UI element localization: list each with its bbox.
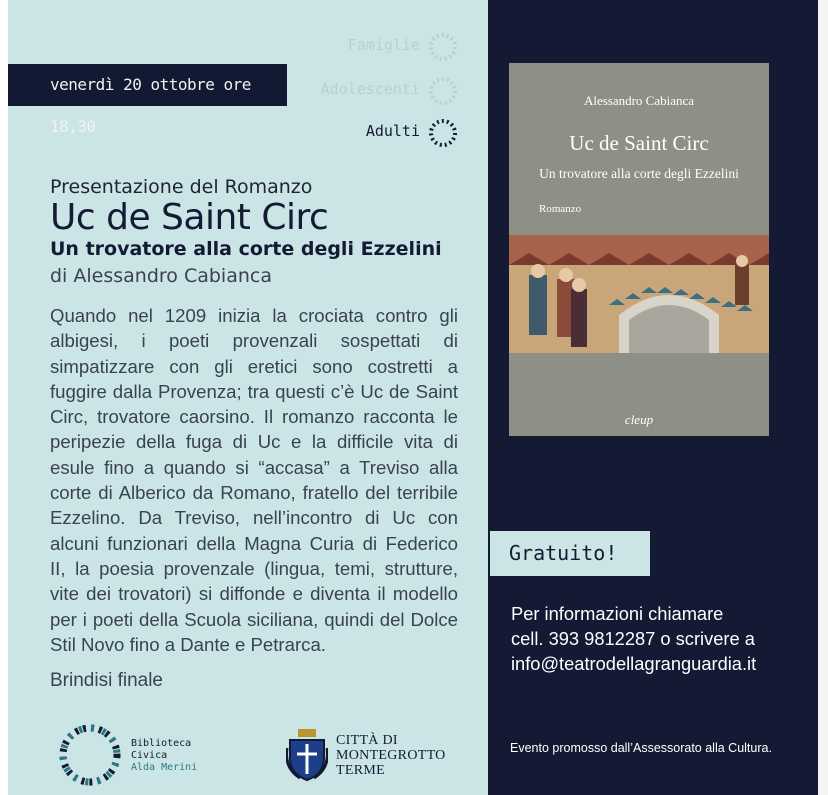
- book-author: Alessandro Cabianca: [583, 93, 695, 108]
- book-title: Uc de Saint Circ: [569, 131, 709, 155]
- library-logo-text: [131, 738, 197, 774]
- city-logo-text: [336, 733, 446, 778]
- book-subtitle: Un trovatore alla corte degli Ezzelini: [539, 166, 739, 181]
- city-crest-icon: [286, 728, 328, 782]
- audience-adolescenti: [300, 74, 460, 104]
- library-name-line: Alda Merini: [131, 762, 198, 773]
- promoter-note: Evento promosso dall’Assessorato alla Cultura.: [510, 741, 772, 755]
- novel-description: Quando nel 1209 inizia la crociata contro gli albigesi, i poeti provenzali sospettati di simpatizzare con gli eretici sono costretti a fuggire dalla Provenza; tra questi c’è Uc de Saint Circ, trovatore caorsino. Il romanzo racconta le peripezie della fuga di Uc e la difficile vita di esule fino a quando si “accasa” a Treviso alla corte di Alberico da Romano, fratello del terribile Ezzelino. Da Treviso, nell’incontro di Uc con alcuni funzionari della Magna Curia di Federico II, la poesia provenzale (lingua, temi, strutture, vite dei trovatori) si diffonde e diventa il modello per i poeti della Scuola siciliana, quindi del Dolce Stil Novo fino a Dante e Petrarca.: [50, 305, 458, 655]
- dotted-ring-icon: [426, 116, 460, 150]
- contact-info: [511, 601, 756, 676]
- novel-author: di Alessandro Cabianca: [50, 265, 272, 287]
- book-cover: [509, 63, 769, 436]
- audience-label: Famiglie: [347, 36, 420, 54]
- library-name-line: Biblioteca: [131, 738, 192, 749]
- free-entry-badge: Gratuito!: [490, 531, 650, 576]
- contact-email: info@teatrodellagranguardia.it: [511, 653, 757, 674]
- dotted-ring-icon: [426, 74, 460, 108]
- book-genre: Romanzo: [539, 203, 582, 215]
- novel-title: Uc de Saint Circ: [50, 197, 329, 238]
- page-edge: [818, 0, 828, 795]
- novel-subtitle: Un trovatore alla corte degli Ezzelini: [50, 238, 442, 260]
- audience-label: Adolescenti: [320, 80, 420, 98]
- dotted-ring-icon: [426, 30, 460, 64]
- library-logo-icon: [52, 718, 128, 790]
- presentation-heading: Presentazione del Romanzo: [50, 176, 313, 198]
- contact-line: Per informazioni chiamare: [511, 603, 724, 624]
- event-date-banner: venerdì 20 ottobre ore 18,30: [8, 64, 287, 106]
- book-publisher: cleup: [624, 412, 654, 427]
- audience-famiglie: [300, 30, 460, 60]
- city-name-line: CITTÀ DI: [336, 733, 398, 748]
- city-name-line: TERME: [336, 763, 385, 778]
- contact-line: cell. 393 9812287 o scrivere a: [511, 628, 755, 649]
- fresco-illustration: [509, 235, 769, 353]
- closing-note: Brindisi finale: [50, 670, 163, 691]
- library-name-line: Civica: [131, 750, 168, 761]
- city-name-line: MONTEGROTTO: [336, 748, 446, 763]
- audience-label: Adulti: [365, 122, 420, 140]
- audience-adulti: [300, 116, 460, 146]
